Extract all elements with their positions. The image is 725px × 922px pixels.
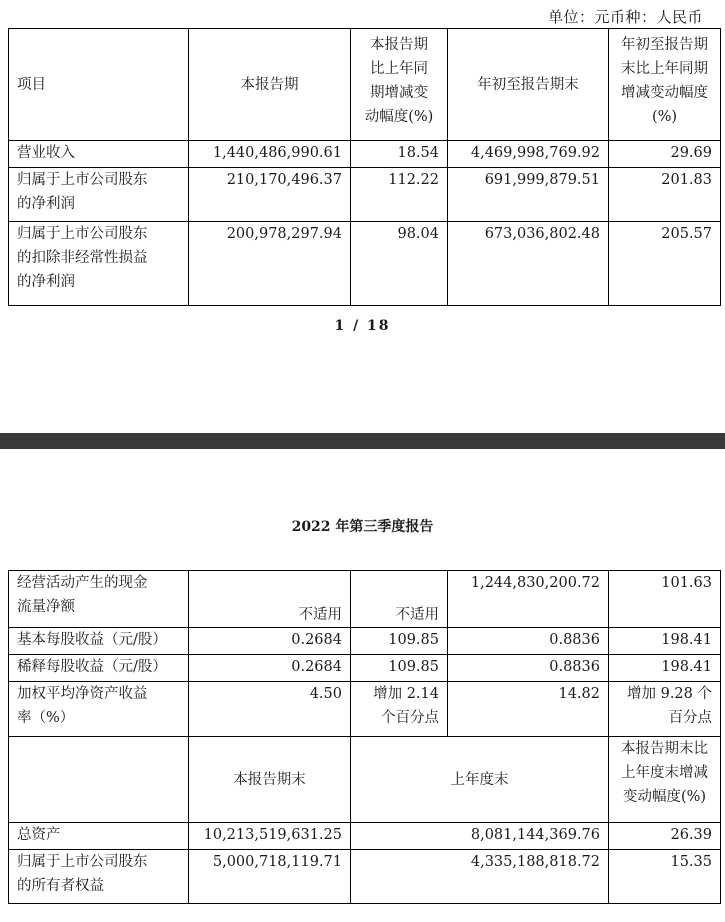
- row-period-end: 5,000,718,119.71: [189, 850, 351, 904]
- cell-line: 的净利润: [17, 274, 75, 290]
- row-current-change: [351, 628, 448, 655]
- row-ytd: 14.82: [448, 682, 609, 737]
- row-current: 4.50: [189, 682, 351, 737]
- row-last-year-end: 4,335,188,818.72: [351, 850, 609, 904]
- header-current-period: 本报告期: [189, 29, 351, 141]
- row-item: [9, 682, 189, 737]
- row-current: 1,440,486,990.61: [189, 141, 351, 168]
- row-item: [9, 571, 189, 628]
- row-ytd-change: 205.57: [609, 222, 721, 306]
- header-last-year-end: 上年度末: [351, 737, 609, 823]
- cell-line: 流量净额: [17, 599, 75, 615]
- page-number: 1 / 18: [334, 318, 391, 334]
- row-item: [9, 850, 189, 904]
- row-item: [9, 655, 189, 682]
- row-ytd-change: [609, 655, 721, 682]
- cell-line: 109.85: [388, 659, 439, 675]
- cell-line: 期增减变: [370, 85, 428, 101]
- table-row: [9, 655, 721, 682]
- table-row: [9, 823, 721, 850]
- cell-line: 不适用: [395, 607, 439, 623]
- row-current: 200,978,297.94: [189, 222, 351, 306]
- header-period-end: 本报告期末: [189, 737, 351, 823]
- cell-line: 个百分点: [381, 710, 439, 726]
- row-asset-change: 15.35: [609, 850, 721, 904]
- cell-line: 归属于上市公司股东: [17, 172, 148, 188]
- cell-line: 加权平均净资产收益: [17, 686, 148, 702]
- cell-line: 稀释每股收益（元/股）: [17, 659, 167, 675]
- cell-line: 归属于上市公司股东: [17, 226, 148, 242]
- table-row: [9, 850, 721, 904]
- row-ytd: 0.8836: [448, 655, 609, 682]
- row-item: [9, 628, 189, 655]
- cell-line: 增减变动幅度: [621, 85, 708, 101]
- table-row: [9, 141, 721, 168]
- header-ytd: 年初至报告期末: [448, 29, 609, 141]
- row-ytd: 691,999,879.51: [448, 168, 609, 222]
- row-item: [9, 141, 189, 168]
- header-current-change: [351, 29, 448, 141]
- row-current-change: [351, 571, 448, 628]
- row-ytd-change: [609, 571, 721, 628]
- row-ytd-change: 29.69: [609, 141, 721, 168]
- cell-line: (%): [651, 109, 678, 125]
- row-ytd-change: 201.83: [609, 168, 721, 222]
- table-row: [9, 222, 721, 306]
- cell-line: 经营活动产生的现金: [17, 575, 148, 591]
- header-item: 项目: [9, 29, 189, 141]
- header-asset-change: [609, 737, 721, 823]
- row-current: 不适用: [189, 571, 351, 628]
- row-current: 0.2684: [189, 655, 351, 682]
- cell-line: 百分点: [668, 710, 712, 726]
- row-last-year-end: 8,081,144,369.76: [351, 823, 609, 850]
- cell-line: 年初至报告期: [621, 37, 708, 53]
- cell-line: 变动幅度(%): [622, 789, 707, 805]
- row-ytd-change: [609, 628, 721, 655]
- row-ytd: 1,244,830,200.72: [448, 571, 609, 628]
- row-current-change: [351, 655, 448, 682]
- row-current-change: 98.04: [351, 222, 448, 306]
- cell-line: 比上年同: [370, 61, 428, 77]
- cell-line: 基本每股收益（元/股）: [17, 632, 167, 648]
- cell-line: 本报告期: [370, 37, 428, 53]
- cell-line: 198.41: [661, 659, 712, 675]
- row-item: [9, 222, 189, 306]
- row-current-change: [351, 682, 448, 737]
- table-row: [9, 682, 721, 737]
- cell-line: 的扣除非经常性损益: [17, 250, 148, 266]
- financial-summary-table-top: [8, 28, 721, 306]
- row-item: [9, 823, 189, 850]
- financial-summary-table-bottom: [8, 570, 721, 904]
- cell-line: 的所有者权益: [17, 878, 104, 894]
- cell-line: 109.85: [388, 632, 439, 648]
- row-current: 210,170,496.37: [189, 168, 351, 222]
- row-ytd-change: [609, 682, 721, 737]
- cell-line: 总资产: [17, 827, 61, 843]
- cell-line: 率（%）: [17, 710, 75, 726]
- table-row: [9, 628, 721, 655]
- cell-line: 101.63: [661, 575, 712, 591]
- currency-unit-note: 单位：元币种：人民币: [547, 8, 703, 26]
- cell-line: 的净利润: [17, 196, 75, 212]
- cell-line: 198.41: [661, 632, 712, 648]
- cell-line: 营业收入: [17, 145, 75, 161]
- cell-line: 动幅度(%): [364, 109, 434, 125]
- table-row: [9, 571, 721, 628]
- cell-line: 上年度末增减: [621, 765, 708, 781]
- row-current-change: 112.22: [351, 168, 448, 222]
- row-current-change: 18.54: [351, 141, 448, 168]
- cell-line: 本报告期末比: [621, 741, 708, 757]
- report-title: 2022 年第三季度报告: [291, 519, 434, 535]
- cell-line: 归属于上市公司股东: [17, 854, 148, 870]
- asset-header-blank: [9, 737, 189, 823]
- row-item: [9, 168, 189, 222]
- row-asset-change: 26.39: [609, 823, 721, 850]
- row-ytd: 0.8836: [448, 628, 609, 655]
- table-row: [9, 168, 721, 222]
- row-period-end: 10,213,519,631.25: [189, 823, 351, 850]
- cell-line: 增加 9.28 个: [626, 686, 712, 702]
- row-ytd: 673,036,802.48: [448, 222, 609, 306]
- cell-line: 增加 2.14: [373, 686, 439, 702]
- cell-line: 末比上年同期: [621, 61, 708, 77]
- page-break-divider: [0, 433, 725, 449]
- row-ytd: 4,469,998,769.92: [448, 141, 609, 168]
- header-ytd-change: [609, 29, 721, 141]
- row-current: 0.2684: [189, 628, 351, 655]
